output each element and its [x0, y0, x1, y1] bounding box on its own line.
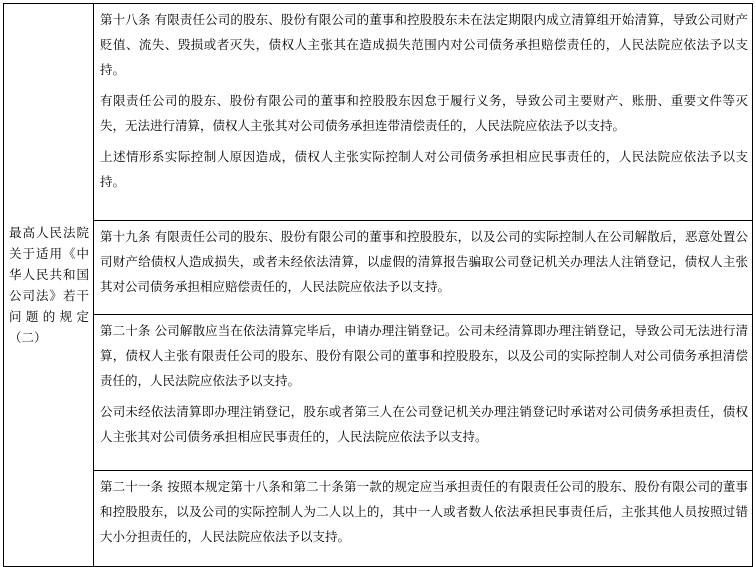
- provisions-table: [3, 3, 753, 567]
- article-paragraph: 上述情形系实际控制人原因造成，债权人主张实际控制人对公司债务承担相应民事责任的，人民法院应依法予以支持。: [100, 149, 748, 189]
- regulation-title: 最高人民法院关于适用《中华人民共和国公司法》若干问题的规定（二）: [9, 225, 89, 345]
- article-paragraph: 第十九条 有限责任公司的股东、股份有限公司的董事和控股股东，以及公司的实际控制人在公司解散后，恶意处置公司财产给债权人造成损失，或者未经依法清算，以虚假的清算报告骗取公司登记机关办理法人注销登记，债权人主张其对公司债务承担相应赔偿责任的，人民法院应依法予以支持。: [100, 229, 748, 294]
- article-paragraph: 有限责任公司的股东、股份有限公司的董事和控股股东因怠于履行义务，导致公司主要财产、账册、重要文件等灭失，无法进行清算，债权人主张其对公司债务承担连带清偿责任的，人民法院应依法予以支持。: [100, 93, 748, 133]
- table-row: [4, 315, 753, 471]
- article-20-cell: [94, 315, 753, 471]
- article-21-cell: [94, 471, 753, 567]
- article-18-cell: [94, 4, 753, 221]
- regulation-title-cell: [4, 4, 94, 567]
- table-row: [4, 471, 753, 567]
- article-paragraph: 第二十一条 按照本规定第十八条和第二十条第一款的规定应当承担责任的有限责任公司的股东、股份有限公司的董事和控股股东，以及公司的实际控制人为二人以上的，其中一人或者数人依法承担民事责任后，主张其他人员按照过错大小分担责任的，人民法院应依法予以支持。: [100, 479, 748, 544]
- article-19-cell: [94, 221, 753, 315]
- table-row: [4, 221, 753, 315]
- article-paragraph: 第十八条 有限责任公司的股东、股份有限公司的董事和控股股东未在法定期限内成立清算组开始清算，导致公司财产贬值、流失、毁损或者灭失，债权人主张其在造成损失范围内对公司债务承担赔偿责任的，人民法院应依法予以支持。: [100, 12, 748, 77]
- article-paragraph: 第二十条 公司解散应当在依法清算完毕后，申请办理注销登记。公司未经清算即办理注销登记，导致公司无法进行清算，债权人主张有限责任公司的股东、股份有限公司的董事和控股股东，以及公司的实际控制人对公司债务承担清偿责任的，人民法院应依法予以支持。: [100, 323, 748, 388]
- table-row: [4, 4, 753, 221]
- article-paragraph: 公司未经依法清算即办理注销登记，股东或者第三人在公司登记机关办理注销登记时承诺对公司债务承担责任，债权人主张其对公司债务承担相应民事责任的，人民法院应依法予以支持。: [100, 404, 748, 444]
